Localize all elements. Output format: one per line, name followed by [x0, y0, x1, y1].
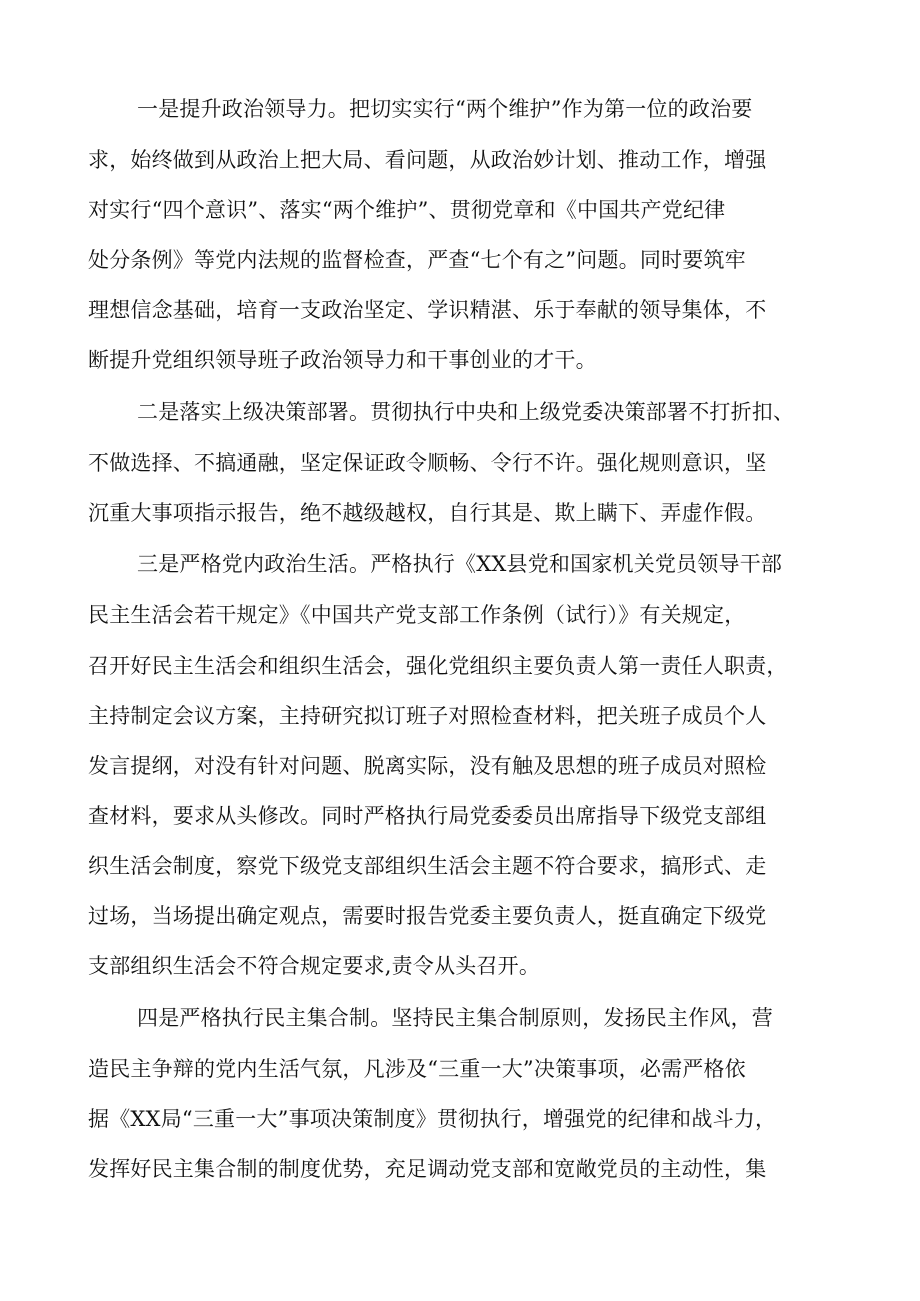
paragraph-3-line-6: 查材料，要求从头修改。同时严格执行局党委委员出席指导下级党支部组 — [88, 804, 767, 828]
paragraph-3-line-1: 三是严格党内政治生活。严格执行《XX县党和国家机关党员领导干部 — [137, 552, 783, 576]
paragraph-2-line-3: 沉重大事项指示报告，绝不越级越权，自行其是、欺上瞒下、弄虚作假。 — [88, 501, 767, 525]
paragraph-3-line-2: 民主生活会若干规定》《中国共产党支部工作条例（试行）》有关规定， — [88, 603, 746, 627]
paragraph-1-line-2: 求，始终做到从政治上把大局、看问题，从政治妙计划、推动工作，增强 — [88, 148, 767, 172]
paragraph-1-line-3: 对实行“四个意识”、落实“两个维护”、贯彻党章和《中国共产党纪律 — [88, 198, 726, 222]
paragraph-3-line-7: 织生活会制度，察党下级党支部组织生活会主题不符合要求，搞形式、走 — [88, 854, 767, 878]
paragraph-1-line-1: 一是提升政治领导力。把切实实行“两个维护”作为第一位的政治要 — [137, 97, 753, 121]
paragraph-3-line-9: 支部组织生活会不符合规定要求,责令从头召开。 — [88, 954, 541, 978]
paragraph-1-line-4: 处分条例》等党内法规的监督检查，严查“七个有之”问题。同时要筑牢 — [88, 248, 746, 272]
paragraph-1-line-6: 断提升党组织领导班子政治领导力和干事创业的才干。 — [88, 348, 597, 372]
paragraph-4-line-3: 据《XX局“三重一大”事项决策制度》贯彻执行，增强党的纪律和战斗力， — [88, 1107, 777, 1131]
paragraph-4-line-1: 四是严格执行民主集合制。坚持民主集合制原则，发扬民主作风，营 — [137, 1006, 773, 1030]
paragraph-3-line-4: 主持制定会议方案，主持研究拟订班子对照检查材料，把关班子成员个人 — [88, 704, 767, 728]
paragraph-2-line-1: 二是落实上级决策部署。贯彻执行中央和上级党委决策部署不打折扣、 — [137, 400, 795, 424]
paragraph-3-line-5: 发言提纲，对没有针对问题、脱离实际，没有触及思想的班子成员对照检 — [88, 754, 767, 778]
paragraph-4-line-2: 造民主争辩的党内生活气氛，凡涉及“三重一大”决策事项，必需严格依 — [88, 1057, 746, 1081]
paragraph-1-line-5: 理想信念基础，培育一支政治坚定、学识精湛、乐于奉献的领导集体，不 — [88, 298, 767, 322]
paragraph-3-line-3: 召开好民主生活会和组织生活会，强化党组织主要负责人第一责任人职责， — [88, 654, 788, 678]
paragraph-2-line-2: 不做选择、不搞通融，坚定保证政令顺畅、令行不许。强化规则意识，坚 — [88, 451, 767, 475]
paragraph-4-line-4: 发挥好民主集合制的制度优势，充足调动党支部和宽敞党员的主动性，集 — [88, 1157, 767, 1181]
paragraph-3-line-8: 过场，当场提出确定观点，需要时报告党委主要负责人，挺直确定下级党 — [88, 904, 767, 928]
